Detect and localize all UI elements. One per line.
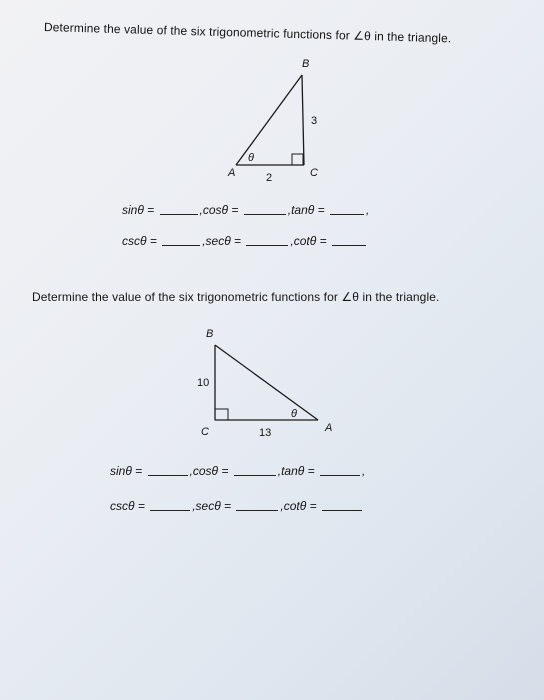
problem-1-heading: Determine the value of the six trigonometric functions for ∠θ in the triangle. — [43, 20, 452, 46]
row-1-trailing-comma: , — [361, 464, 366, 478]
problem-2 — [0, 270, 544, 530]
problem-2-heading: Determine the value of the six trigonometric functions for ∠θ in the triangle. — [32, 290, 440, 304]
cot-theta-label: ,cotθ = — [290, 234, 327, 248]
triangle-2-diagram — [0, 270, 544, 530]
tan-theta-blank[interactable] — [330, 213, 364, 215]
tan-theta-label: ,tanθ = — [277, 464, 315, 478]
sec-theta-blank[interactable] — [246, 244, 288, 246]
cos-theta-label: ,cosθ = — [199, 203, 239, 217]
triangle-1-side-ac-length: 2 — [266, 172, 273, 184]
csc-theta-label: cscθ = — [122, 234, 157, 248]
triangle-2-side-ca-length: 13 — [259, 427, 272, 439]
triangle-2-hypotenuse — [215, 345, 318, 420]
problem-2-answer-row-1 — [110, 464, 365, 478]
tan-theta-blank[interactable] — [320, 474, 360, 476]
triangle-1-side-bc — [302, 75, 304, 165]
problem-1-answer-row-1 — [122, 203, 369, 217]
triangle-1-right-angle-mark — [292, 154, 303, 165]
triangle-2-angle-theta: θ — [291, 408, 297, 420]
triangle-1-diagram — [0, 0, 544, 270]
csc-theta-label: cscθ = — [110, 499, 145, 513]
sec-theta-blank[interactable] — [236, 509, 278, 511]
problem-2-answer-row-2 — [110, 499, 364, 513]
cos-theta-blank[interactable] — [244, 213, 286, 215]
triangle-1-vertex-a: A — [228, 167, 236, 179]
cot-theta-label: ,cotθ = — [280, 499, 317, 513]
cos-theta-label: ,cosθ = — [189, 464, 229, 478]
row-1-trailing-comma: , — [365, 203, 370, 217]
sin-theta-label: sinθ = — [110, 464, 143, 478]
triangle-1-vertex-c: C — [310, 167, 318, 179]
sin-theta-label: sinθ = — [122, 203, 155, 217]
csc-theta-blank[interactable] — [162, 244, 200, 246]
csc-theta-blank[interactable] — [150, 509, 190, 511]
triangle-2-vertex-a: A — [325, 422, 333, 434]
triangle-1-hypotenuse — [236, 75, 302, 165]
problem-1-answer-row-2 — [122, 234, 368, 248]
sin-theta-blank[interactable] — [160, 213, 198, 215]
sin-theta-blank[interactable] — [148, 474, 188, 476]
problem-1 — [0, 0, 544, 270]
cos-theta-blank[interactable] — [234, 474, 276, 476]
tan-theta-label: ,tanθ = — [287, 203, 325, 217]
cot-theta-blank[interactable] — [332, 244, 366, 246]
triangle-1-angle-theta: θ — [248, 152, 254, 164]
triangle-2-right-angle-mark — [215, 409, 228, 420]
triangle-2-side-bc-length: 10 — [197, 377, 210, 389]
triangle-2-vertex-c: C — [201, 426, 209, 438]
sec-theta-label: ,secθ = — [192, 499, 232, 513]
triangle-1-side-bc-length: 3 — [311, 115, 318, 127]
triangle-1-vertex-b: B — [302, 58, 310, 70]
sec-theta-label: ,secθ = — [202, 234, 242, 248]
cot-theta-blank[interactable] — [322, 509, 362, 511]
triangle-2-vertex-b: B — [206, 328, 214, 340]
